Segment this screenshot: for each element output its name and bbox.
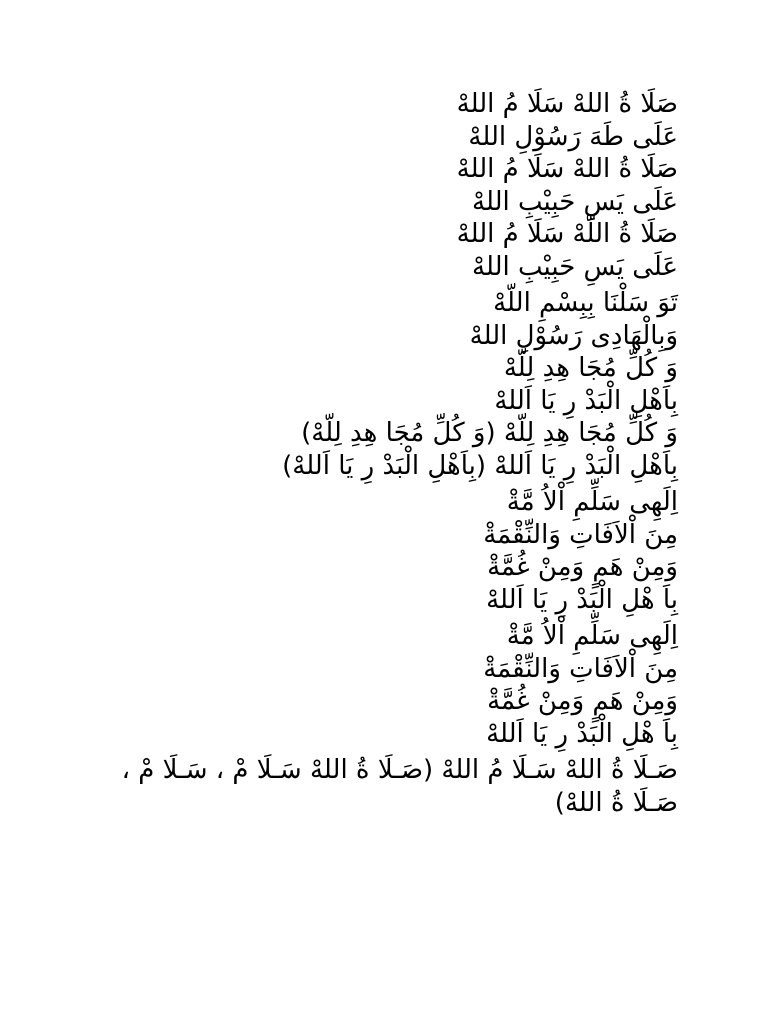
poem-line: وَ كُلِّ مُجَا هِدِ لِلّهْ (وَ كُلِّ مُجَا هِدِ لِلّهْ) bbox=[301, 418, 678, 448]
poem-line: وَ كُلِّ مُجَا هِدِ لِلّهْ bbox=[503, 353, 678, 383]
stanza-closing bbox=[98, 754, 678, 819]
poem-line: عَلَى طَهَ رَسُوْلِ اللهْ bbox=[468, 121, 678, 152]
stanza-3 bbox=[98, 486, 678, 616]
poem-line: مِنَ اْلاَفَاتِ وَالنِّقْمَةْ bbox=[483, 653, 678, 684]
poem-line: صَلَا ةُ اللهْ سَلَا مُ اللهْ bbox=[456, 89, 678, 119]
poem-line: صَلَا ةُ اللّهْ سَلَا مُ اللهْ bbox=[456, 219, 678, 249]
stanza-2 bbox=[98, 287, 678, 482]
stanza-4 bbox=[98, 620, 678, 750]
poem-line: وَبِالْهَادِى رَسُوْلِ اللهْ bbox=[469, 320, 678, 351]
poem-line: تَوَ سَلْنَا بِبِسْمِ اللّهْ bbox=[493, 288, 678, 318]
poem-line: اِلَهِى سَلِّمِ اْلاُ مَّةْ bbox=[506, 487, 678, 517]
poem-line: بِاَهْلِ الْبَدْ رِ يَا اَللهْ (بِاَهْلِ الْبَدْ رِ يَا اَللهْ) bbox=[282, 450, 678, 481]
poem-line: بِاَهْلِ الْبَدْ رِ يَا اَللهْ bbox=[494, 385, 678, 416]
poem-line: صَـلَا ةُ اللهْ سَـلَا مُ اللهْ (صَـلَا ةُ اللهْ سَـلَا مْ ، سَـلَا مْ ، صَـلَا ةُ اللهْ) bbox=[121, 755, 678, 818]
poem-line: عَلَى يَسِ حَبِيْبِ اللهْ bbox=[472, 251, 678, 282]
poem-text bbox=[98, 88, 678, 823]
poem-line: وَمِنْ هَمٍ وَمِنْ غُمَّةْ bbox=[487, 552, 678, 582]
poem-line: مِنَ اْلاَفَاتِ وَالنِّقْمَةْ bbox=[483, 519, 678, 550]
poem-line: صَلَا ةُ اللهْ سَلَا مُ اللهْ bbox=[456, 154, 678, 184]
poem-line: بِاَ هْلِ الْبَدْ رِ يَا اَللهْ bbox=[486, 584, 678, 615]
poem-line: وَمِنْ هَمٍ وَمِنْ غُمَّةْ bbox=[487, 686, 678, 716]
poem-line: عَلَى يَسِ حَبِيْبِ اللهْ bbox=[472, 186, 678, 217]
stanza-1 bbox=[98, 88, 678, 283]
poem-line: اِلَهِى سَلِّمِ اْلاُ مَّةْ bbox=[506, 621, 678, 651]
poem-line: بِاَ هْلِ الْبَدْ رِ يَا اَللهْ bbox=[486, 718, 678, 749]
